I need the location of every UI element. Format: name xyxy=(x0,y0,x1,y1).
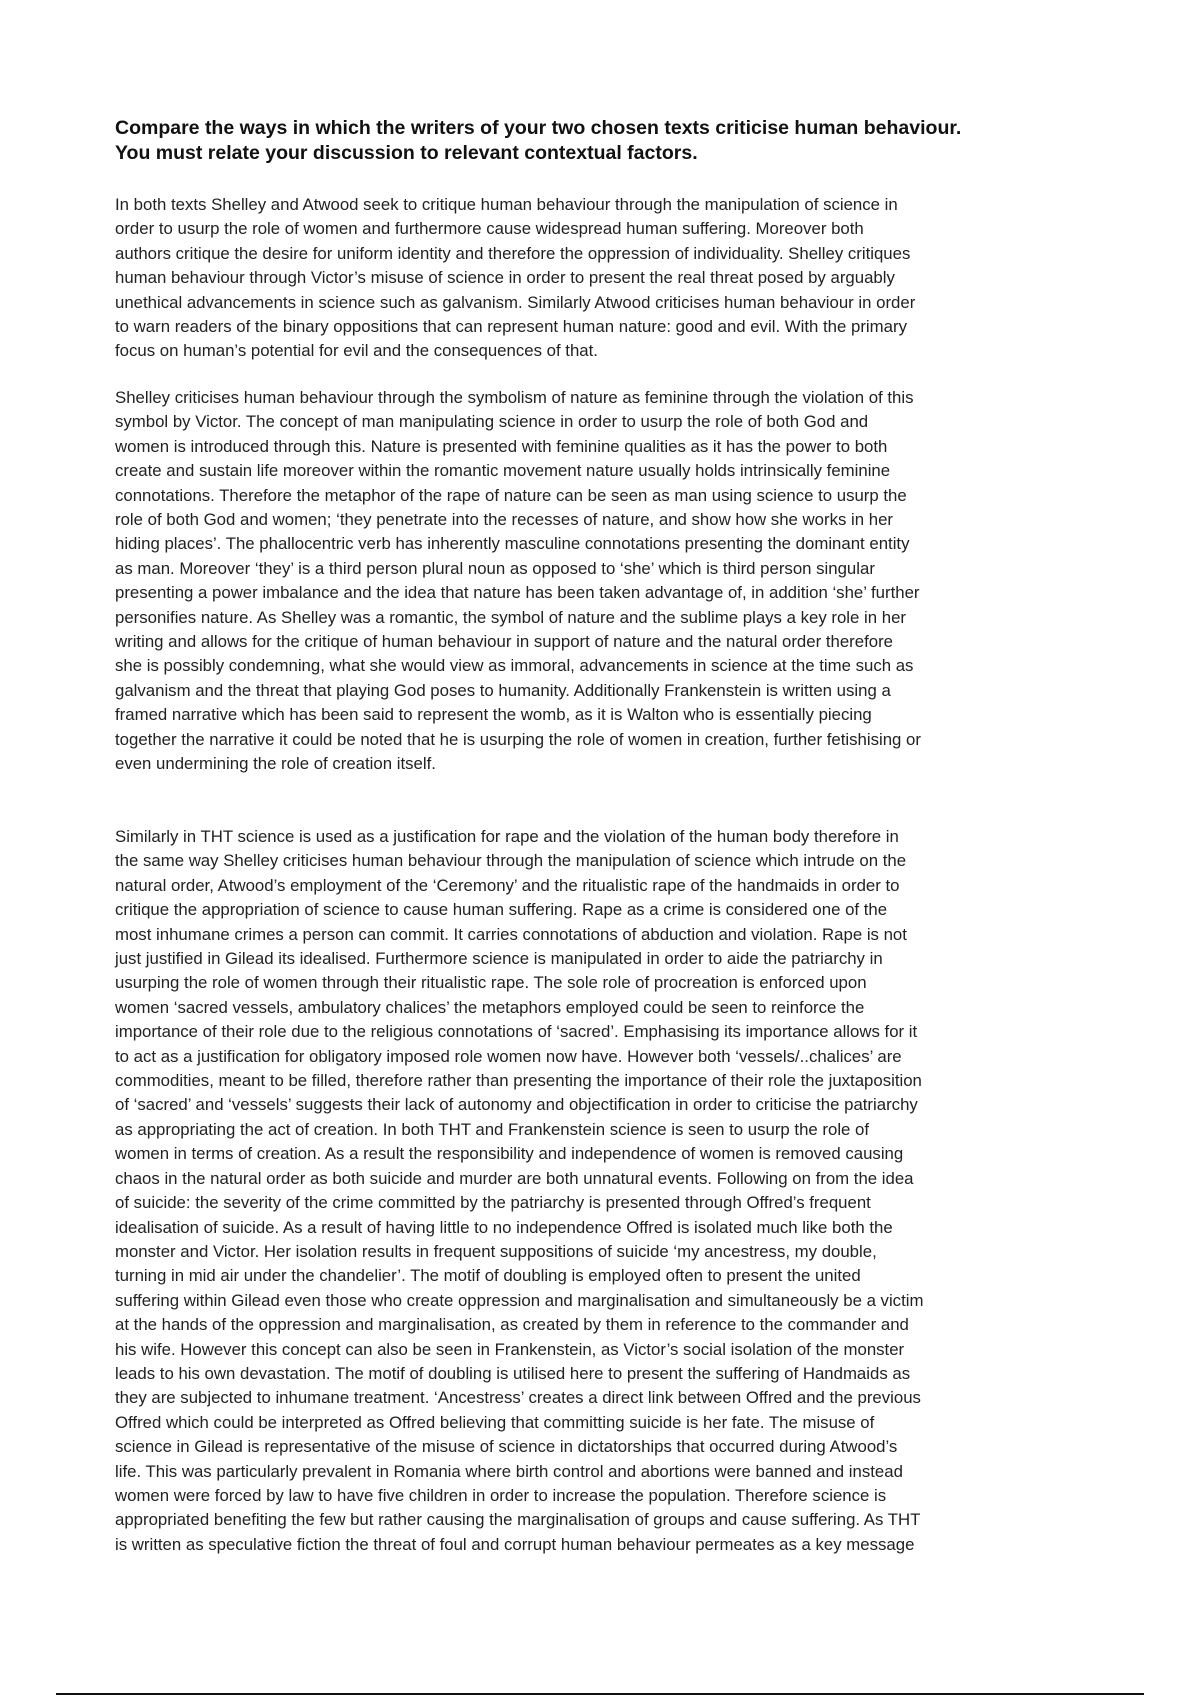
paragraph-line: connotations. Therefore the metaphor of the rape of nature can be seen as man using science to usurp the xyxy=(115,485,907,505)
paragraph-line: to act as a justification for obligatory imposed role women now have. However both ‘vessels/..chalices’ are xyxy=(115,1046,902,1066)
paragraph-line: personifies nature. As Shelley was a romantic, the symbol of nature and the sublime plays a key role in her xyxy=(115,607,906,627)
paragraph-line: women were forced by law to have five children in order to increase the population. Therefore science is xyxy=(115,1485,887,1505)
paragraph-line: of ‘sacred’ and ‘vessels’ suggests their lack of autonomy and objectification in order to criticise the patriarchy xyxy=(115,1095,918,1115)
paragraph-introduction xyxy=(115,193,1105,364)
page-footer-rule xyxy=(56,1693,1144,1695)
paragraph-line: together the narrative it could be noted that he is usurping the role of women in creation, further fetishising or xyxy=(115,729,921,749)
essay-question-heading xyxy=(115,116,1105,166)
paragraph-line: natural order, Atwood’s employment of the ‘Ceremony’ and the ritualistic rape of the handmaids in order to xyxy=(115,875,900,895)
paragraph-line: Offred which could be interpreted as Offred believing that committing suicide is her fate. The misuse of xyxy=(115,1412,875,1432)
paragraph-line: order to usurp the role of women and furthermore cause widespread human suffering. Moreover both xyxy=(115,219,864,239)
paragraph-line: women is introduced through this. Nature is presented with feminine qualities as it has the power to both xyxy=(115,436,888,456)
paragraph-line: chaos in the natural order as both suicide and murder are both unnatural events. Following on from the idea xyxy=(115,1168,914,1188)
paragraph-line: women ‘sacred vessels, ambulatory chalices’ the metaphors employed could be seen to reinforce the xyxy=(115,997,865,1017)
paragraph-line: is written as speculative fiction the threat of foul and corrupt human behaviour permeates as a key message xyxy=(115,1534,915,1554)
paragraph-line: even undermining the role of creation itself. xyxy=(115,754,436,774)
paragraph-line: of suicide: the severity of the crime committed by the patriarchy is presented through Offred’s frequent xyxy=(115,1193,871,1213)
heading-line: Compare the ways in which the writers of your two chosen texts criticise human behaviour. xyxy=(115,117,962,139)
paragraph-line: most inhumane crimes a person can commit. It carries connotations of abduction and violation. Rape is not xyxy=(115,924,907,944)
paragraph-line: at the hands of the oppression and marginalisation, as created by them in reference to the commander and xyxy=(115,1315,909,1335)
paragraph-line: critique the appropriation of science to cause human suffering. Rape as a crime is considered one of the xyxy=(115,900,888,920)
paragraph-line: hiding places’. The phallocentric verb has inherently masculine connotations presenting the dominant entity xyxy=(115,534,910,554)
paragraph-line: monster and Victor. Her isolation results in frequent suppositions of suicide ‘my ancestress, my double, xyxy=(115,1241,877,1261)
paragraph-line: science in Gilead is representative of the misuse of science in dictatorships that occurred during Atwood’s xyxy=(115,1437,898,1457)
paragraph-line: human behaviour through Victor’s misuse of science in order to present the real threat posed by arguably xyxy=(115,268,895,288)
paragraph-line: the same way Shelley criticises human behaviour through the manipulation of science which intrude on the xyxy=(115,851,907,871)
paragraph-line: idealisation of suicide. As a result of having little to no independence Offred is isolated much like both the xyxy=(115,1217,893,1237)
paragraph-line: just justified in Gilead its idealised. Furthermore science is manipulated in order to aide the patriarchy in xyxy=(115,949,883,969)
paragraph-line: appropriated benefiting the few but rather causing the marginalisation of groups and cause suffering. As THT xyxy=(115,1510,921,1530)
paragraph-line: importance of their role due to the religious connotations of ‘sacred’. Emphasising its importance allows for it xyxy=(115,1022,918,1042)
paragraph-line: his wife. However this concept can also be seen in Frankenstein, as Victor’s social isolation of the monster xyxy=(115,1339,905,1359)
paragraph-line: as appropriating the act of creation. In both THT and Frankenstein science is seen to usurp the role of xyxy=(115,1119,870,1139)
paragraph-line: galvanism and the threat that playing God poses to humanity. Additionally Frankenstein is written using a xyxy=(115,680,891,700)
paragraph-line: usurping the role of women through their ritualistic rape. The sole role of procreation is enforced upon xyxy=(115,973,867,993)
paragraph-line: focus on human’s potential for evil and the consequences of that. xyxy=(115,341,598,361)
heading-line: You must relate your discussion to relevant contextual factors. xyxy=(115,142,698,164)
paragraph-line: unethical advancements in science such as galvanism. Similarly Atwood criticises human behaviour in order xyxy=(115,292,916,312)
paragraph-line: life. This was particularly prevalent in Romania where birth control and abortions were banned and instead xyxy=(115,1461,903,1481)
paragraph-atwood-tht xyxy=(115,825,1105,1557)
paragraph-line: In both texts Shelley and Atwood seek to critique human behaviour through the manipulation of science in xyxy=(115,195,898,214)
paragraph-line: authors critique the desire for uniform identity and therefore the oppression of individuality. Shelley critiques xyxy=(115,243,911,263)
paragraph-line: presenting a power imbalance and the idea that nature has been taken advantage of, in addition ‘she’ further xyxy=(115,583,920,603)
paragraph-line: create and sustain life moreover within the romantic movement nature usually holds intrinsically feminine xyxy=(115,461,891,481)
paragraph-line: suffering within Gilead even those who create oppression and marginalisation and simultaneously be a victim xyxy=(115,1290,924,1310)
paragraph-line: women in terms of creation. As a result the responsibility and independence of women is removed causing xyxy=(115,1144,904,1164)
paragraph-line: leads to his own devastation. The motif of doubling is utilised here to present the suffering of Handmaids as xyxy=(115,1363,911,1383)
paragraph-line: Shelley criticises human behaviour through the symbolism of nature as feminine through the violation of this xyxy=(115,388,914,407)
paragraph-line: commodities, meant to be filled, therefore rather than presenting the importance of their role the juxtaposition xyxy=(115,1071,922,1091)
paragraph-line: they are subjected to inhumane treatment. ‘Ancestress’ creates a direct link between Offred and the previous xyxy=(115,1388,921,1408)
paragraph-line: she is possibly condemning, what she would view as immoral, advancements in science at the time such as xyxy=(115,656,914,676)
paragraph-shelley-nature xyxy=(115,386,1105,777)
paragraph-line: to warn readers of the binary oppositions that can represent human nature: good and evil. With the primary xyxy=(115,317,907,337)
paragraph-line: writing and allows for the critique of human behaviour in support of nature and the natural order therefore xyxy=(115,632,893,652)
paragraph-line: turning in mid air under the chandelier’. The motif of doubling is employed often to present the united xyxy=(115,1266,861,1286)
paragraph-line: framed narrative which has been said to represent the womb, as it is Walton who is essentially piecing xyxy=(115,705,872,725)
paragraph-line: symbol by Victor. The concept of man manipulating science in order to usurp the role of both God and xyxy=(115,412,869,432)
paragraph-line: Similarly in THT science is used as a justification for rape and the violation of the human body therefore in xyxy=(115,827,899,846)
paragraph-line: role of both God and women; ‘they penetrate into the recesses of nature, and show how she works in her xyxy=(115,510,893,530)
paragraph-line: as man. Moreover ‘they’ is a third person plural noun as opposed to ‘she’ which is third person singular xyxy=(115,558,875,578)
